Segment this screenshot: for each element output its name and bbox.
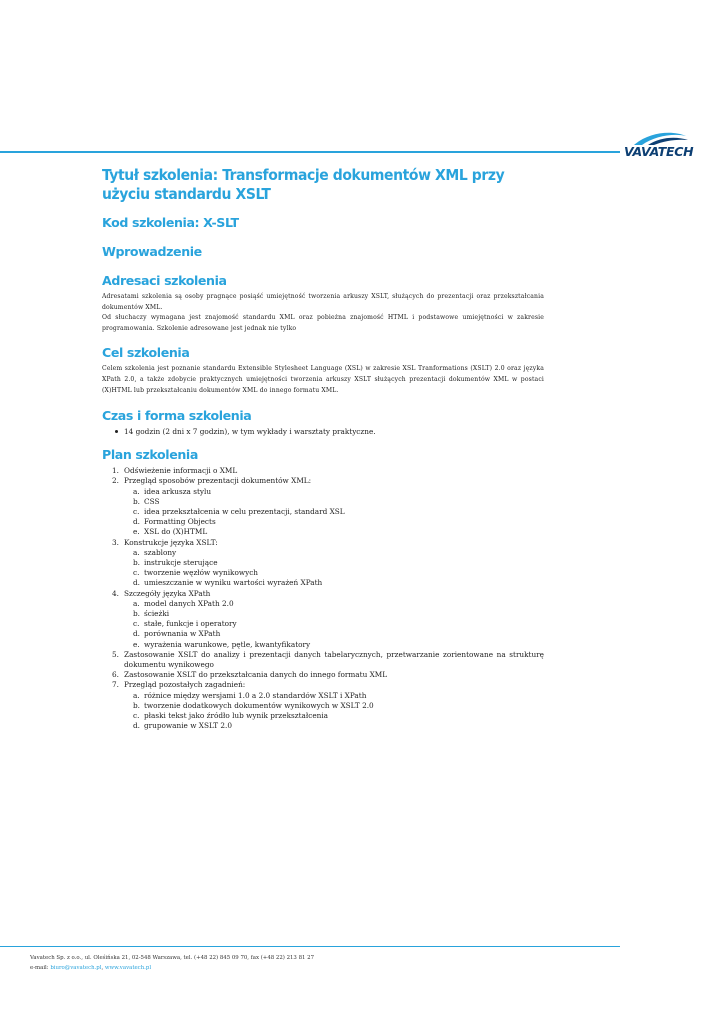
plan-item-number: 3.	[112, 537, 119, 547]
plan-subitem-letter: a.	[133, 547, 140, 557]
plan-subitem	[133, 700, 544, 711]
plan-subitem	[133, 690, 544, 701]
time-list	[102, 426, 544, 437]
plan-subitem	[133, 578, 544, 588]
plan-subitem-text: umieszczanie w wyniku wartości wyrażeń XPath	[144, 578, 323, 588]
page-title: Tytuł szkolenia: Transformacje dokumentów XML przy użyciu standardu XSLT	[102, 166, 505, 203]
plan-subitem-text: ścieżki	[144, 609, 170, 618]
plan-subitem-letter: e.	[133, 527, 140, 537]
plan-subitem-text: stałe, funkcje i operatory	[144, 619, 237, 629]
plan-subitem-text: grupowanie w XSLT 2.0	[144, 721, 232, 731]
plan-subitem-text: instrukcje sterujące	[144, 557, 218, 567]
plan-subitem-text: model danych XPath 2.0	[144, 598, 234, 608]
vavatech-logo	[624, 130, 704, 160]
plan-item-number: 4.	[112, 588, 119, 598]
plan-item-text: Odświeżenie informacji o XML	[124, 466, 238, 476]
plan-subitem-letter: c.	[133, 506, 140, 516]
plan-subitem	[133, 711, 544, 721]
audience-section	[102, 292, 544, 334]
footer-rule	[0, 946, 620, 947]
audience-paragraph-2: Od słuchaczy wymagana jest znajomość standardu XML oraz pobieżna znajomość HTML i podstawowe umiejętności w zakresie programowania. Szkolenie adresowane jest jednak nie tylko	[102, 314, 544, 332]
plan-item	[112, 670, 544, 680]
plan-subitem-letter: a.	[133, 598, 140, 608]
plan-item-text: Zastosowanie XSLT do analizy i prezentacji danych tabelarycznych, przetwarzanie zorientowane na strukturę dokumentu wynikowego	[124, 649, 544, 670]
plan-subitem-letter: c.	[133, 619, 140, 629]
plan-item-text: Konstrukcje języka XSLT:	[124, 537, 218, 547]
plan-subitem	[133, 568, 544, 578]
plan-item-number: 2.	[112, 476, 119, 486]
plan-subitem	[133, 619, 544, 629]
plan-subitem-text: idea arkusza stylu	[144, 486, 212, 496]
plan-subitem-letter: b.	[133, 609, 140, 618]
plan-subitem-letter: d.	[133, 629, 140, 639]
goal-section	[102, 364, 544, 396]
plan-item-text: Przegląd sposobów prezentacji dokumentów XML:	[124, 476, 312, 486]
plan-item-number: 6.	[112, 670, 119, 680]
footer-address: Vavatech Sp. z o.o., ul. Oleśińska 21, 02-548 Warszawa, tel. (+48 22) 845 09 70, fax (+48 22) 213 81 27	[30, 955, 315, 961]
goal-heading: Cel szkolenia	[102, 345, 190, 361]
plan-subitem-letter: d.	[133, 517, 140, 527]
plan-subitem-letter: b.	[133, 557, 140, 567]
footer-website-link[interactable]: www.vavatech.pl	[104, 965, 152, 971]
footer	[30, 953, 314, 973]
plan-subitem-text: porównania w XPath	[144, 629, 221, 639]
plan-subitem	[133, 721, 544, 731]
plan-subitem	[133, 547, 544, 558]
plan-subitem-text: płaski tekst jako źródło lub wynik przekształcenia	[144, 711, 329, 721]
header-rule	[0, 151, 620, 153]
plan-subitem-letter: c.	[133, 568, 140, 578]
course-code-heading: Kod szkolenia: X-SLT	[102, 215, 239, 230]
plan-subitem-text: idea przekształcenia w celu prezentacji, standard XSL	[144, 506, 345, 516]
goal-paragraph: Celem szkolenia jest poznanie standardu Extensible Stylesheet Language (XSL) w zakresie XSL Tranformations (XSLT) 2.0 oraz języka XPath 2.0, a także zdobycie praktycznych umiejętności tworzenia arkuszy XSLT służących prezentacji dokumentów XML w postaci (X)HTML lub przekształcaniu dokumentów XML do innego formatu XML.	[102, 365, 544, 394]
plan-subitem-letter: d.	[133, 721, 140, 731]
plan-subitem-text: tworzenie dodatkowych dokumentów wynikowych w XSLT 2.0	[144, 700, 374, 710]
plan-item	[112, 466, 544, 476]
plan-item	[112, 680, 544, 731]
plan-item	[112, 649, 544, 670]
plan-subitem	[133, 517, 544, 527]
audience-paragraph-1: Adresatami szkolenia są osoby pragnące posiąść umiejętność tworzenia arkuszy XSLT, służących do prezentacji oraz przekształcania dokumentów XML.	[102, 293, 544, 311]
plan-subitem	[133, 639, 544, 650]
plan-sublist	[124, 599, 544, 650]
plan-item-number: 1.	[112, 466, 119, 476]
plan-item-number: 7.	[112, 680, 119, 690]
plan-subitem-text: wyrażenia warunkowe, pętle, kwantyfikatory	[144, 639, 311, 649]
plan-subitem-text: Formatting Objects	[144, 517, 216, 527]
plan-sublist	[124, 548, 544, 589]
plan-subitem-letter: d.	[133, 578, 140, 588]
intro-heading: Wprowadzenie	[102, 244, 202, 259]
footer-email-label: e-mail:	[30, 965, 51, 971]
time-item: 14 godzin (2 dni x 7 godzin), w tym wykłady i warsztaty praktyczne.	[124, 426, 544, 437]
plan-subitem	[133, 609, 544, 619]
footer-email-link[interactable]: biuro@vavatech.pl	[50, 965, 102, 971]
footer-contact	[30, 963, 314, 973]
plan-list	[102, 466, 544, 731]
plan-subitem-text: szablony	[144, 547, 177, 557]
plan-subitem-text: tworzenie węzłów wynikowych	[144, 568, 258, 578]
plan-subitem-text: CSS	[144, 496, 160, 506]
plan-subitem	[133, 629, 544, 639]
plan-subitem	[133, 486, 544, 497]
plan-subitem	[133, 496, 544, 507]
plan-subitem	[133, 506, 544, 517]
plan-item	[112, 537, 544, 589]
plan-heading: Plan szkolenia	[102, 447, 198, 463]
plan-subitem	[133, 557, 544, 568]
plan-item-text: Przegląd pozostałych zagadnień:	[124, 680, 246, 690]
document-body	[102, 166, 544, 731]
plan-item-text: Zastosowanie XSLT do przekształcania danych do innego formatu XML	[124, 670, 388, 680]
plan-sublist	[124, 691, 544, 732]
plan-subitem-text: XSL do (X)HTML	[144, 527, 208, 537]
plan-subitem-letter: a.	[133, 690, 140, 700]
audience-heading: Adresaci szkolenia	[102, 273, 227, 288]
time-heading: Czas i forma szkolenia	[102, 408, 252, 424]
plan-subitem-letter: e.	[133, 639, 140, 649]
plan-subitem-text: różnice między wersjami 1.0 a 2.0 standardów XSLT i XPath	[144, 690, 367, 700]
plan-subitem	[133, 598, 544, 609]
logo-text: VAVATECH	[624, 144, 694, 159]
footer-separator: ,	[101, 965, 105, 971]
plan-subitem-letter: b.	[133, 496, 140, 506]
plan-subitem-letter: b.	[133, 700, 140, 710]
plan-subitem-letter: c.	[133, 711, 140, 721]
plan-sublist	[124, 487, 544, 538]
plan-item	[112, 588, 544, 650]
plan-subitem-letter: a.	[133, 486, 140, 496]
plan-item-number: 5.	[112, 649, 119, 659]
plan-item-text: Szczegóły języka XPath	[124, 588, 211, 598]
plan-subitem	[133, 527, 544, 537]
plan-item	[112, 476, 544, 537]
